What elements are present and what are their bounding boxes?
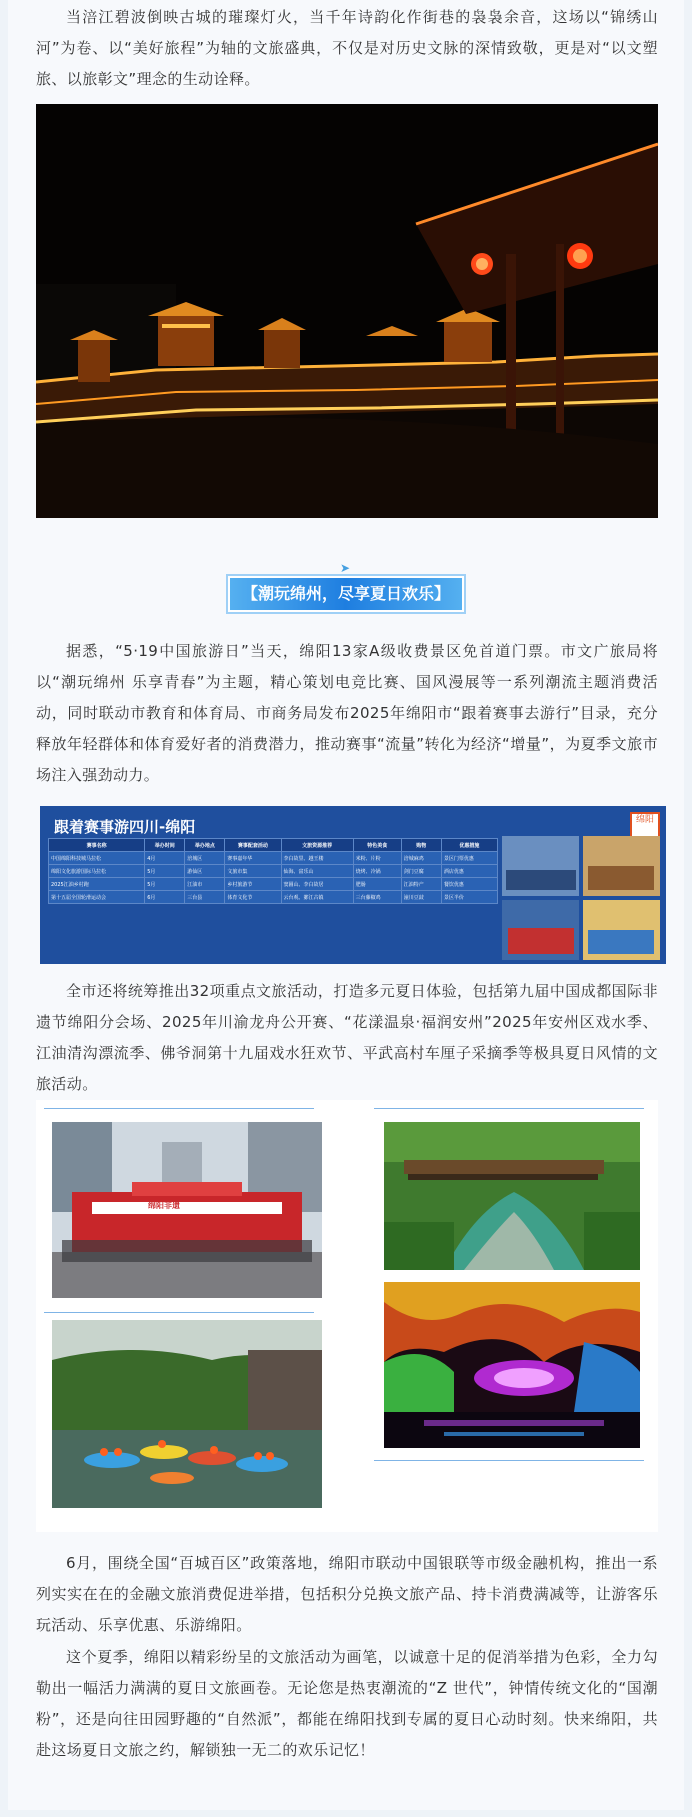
table-cell: 三台县 — [185, 891, 225, 904]
table-cell: 中国绵阳科技城马拉松 — [49, 852, 145, 865]
table-cell: 涪城麻鸡 — [401, 852, 441, 865]
table-cell: 潼川豆豉 — [401, 891, 441, 904]
table-row — [49, 891, 498, 904]
gallery-divider — [44, 1108, 314, 1109]
table-cell: 江油市 — [185, 878, 225, 891]
paper-plane-icon: ➤ — [340, 561, 351, 575]
table-cell: 2025江油乡村跑 — [49, 878, 145, 891]
section-heading: 【潮玩绵州，尽享夏日欢乐】 — [230, 578, 462, 610]
table-cell: 烧烤、冷锅 — [353, 865, 401, 878]
table-cell: 剑门豆腐 — [401, 865, 441, 878]
table-header: 举办时间 — [145, 839, 185, 852]
table-cell: 游仙区 — [185, 865, 225, 878]
table-cell: 仙海、富乐山 — [281, 865, 353, 878]
intro-paragraph: 当涪江碧波倒映古城的璀璨灯火，当千年诗韵化作街巷的袅袅余音，这场以“锦绣山河”为卷、以“美好旅程”为轴的文旅盛典，不仅是对历史文脉的深情致敬，更是对“以文塑旅、以旅彰文”理念的生动诠释。 — [36, 8, 658, 88]
events-table — [48, 838, 498, 904]
events-table-infographic — [40, 806, 666, 964]
rafting-photo — [52, 1320, 322, 1508]
table-header-row — [49, 839, 498, 852]
table-cell: 5月 — [145, 865, 185, 878]
table-cell: 5月 — [145, 878, 185, 891]
illuminated-cave-photo — [384, 1282, 640, 1448]
paragraph-finance-measures: 6月，围绕全国“百城百区”政策落地，绵阳市联动中国银联等市级金融机构，推出一系列实实在在的金融文旅消费促进举措，包括积分兑换文旅产品、持卡消费满减等，让游客乐玩活动、乐享优惠、乐游绵阳。 — [36, 1554, 658, 1634]
table-cell: 酒店优惠 — [441, 865, 497, 878]
table-cell: 涪城区 — [185, 852, 225, 865]
table-cell: 云台观、郪江古镇 — [281, 891, 353, 904]
paragraph-policy: 据悉，“5·19中国旅游日”当天，绵阳13家A级收费景区免首道门票。市文广旅局将以“潮玩绵州 乐享青春”为主题，精心策划电竞比赛、国风漫展等一系列潮流主题消费活动，同时联动市教育和体育局、市商务局发布2025年绵阳市“跟着赛事去游行”目录，充分释放年轻群体和体育爱好者的消费潜力，推动赛事“流量”转化为经济“增量”，为夏季文旅市场注入强劲动力。 — [36, 642, 658, 784]
table-cell: 肥肠 — [353, 878, 401, 891]
photo-gallery — [36, 1100, 658, 1532]
article-page — [8, 0, 684, 1810]
table-cell: 赛事嘉年华 — [225, 852, 281, 865]
gallery-divider — [374, 1460, 644, 1461]
table-row — [49, 852, 498, 865]
table-cell: 第十五届全国轮滑运动会 — [49, 891, 145, 904]
expo-plaza-photo — [52, 1122, 322, 1298]
infographic-logo: 绵阳 — [630, 812, 660, 844]
paragraph-closing: 这个夏季，绵阳以精彩纷呈的文旅活动为画笔，以诚意十足的促消举措为色彩，全力勾勒出一幅活力满满的夏日文旅画卷。无论您是热衷潮流的“Z 世代”，钟情传统文化的“国潮粉”，还是向往田园野趣的“自然派”，都能在绵阳找到专属的夏日心动时刻。快来绵阳，共赴这场夏日文旅之约，解锁独一无二的欢乐记忆！ — [36, 1648, 658, 1759]
table-cell: 米粉、片粉 — [353, 852, 401, 865]
event-photo-collage — [502, 836, 660, 960]
table-cell: 4月 — [145, 852, 185, 865]
table-cell: 餐饮优惠 — [441, 878, 497, 891]
table-cell: 体育文化节 — [225, 891, 281, 904]
river-gorge-photo — [384, 1122, 640, 1270]
table-cell: 文旅市集 — [225, 865, 281, 878]
table-header: 举办地点 — [185, 839, 225, 852]
table-header: 购物 — [401, 839, 441, 852]
gallery-divider — [374, 1108, 644, 1109]
section-heading-block — [8, 562, 684, 622]
table-header: 特色美食 — [353, 839, 401, 852]
table-cell: 窦圌山、李白故居 — [281, 878, 353, 891]
table-row — [49, 878, 498, 891]
table-cell: 三台藤椒鸡 — [353, 891, 401, 904]
table-cell: 李白故里、越王楼 — [281, 852, 353, 865]
table-header: 文旅资源推荐 — [281, 839, 353, 852]
table-cell: 景区半价 — [441, 891, 497, 904]
table-header: 赛事配套活动 — [225, 839, 281, 852]
table-cell: 江油特产 — [401, 878, 441, 891]
table-header: 赛事名称 — [49, 839, 145, 852]
table-header: 优惠措施 — [441, 839, 497, 852]
table-cell: 乡村旅游节 — [225, 878, 281, 891]
night-ancient-town-photo — [36, 104, 658, 518]
expo-banner-text: 绵阳非遗 — [148, 1201, 180, 1210]
table-cell: 景区门票优惠 — [441, 852, 497, 865]
table-cell: 6月 — [145, 891, 185, 904]
gallery-divider — [44, 1312, 314, 1313]
table-row — [49, 865, 498, 878]
infographic-title: 跟着赛事游四川-绵阳 — [54, 818, 196, 836]
table-cell: 绵阳文化旅游国际马拉松 — [49, 865, 145, 878]
paragraph-activities: 全市还将统筹推出32项重点文旅活动，打造多元夏日体验，包括第九届中国成都国际非遗节绵阳分会场、2025年川渝龙舟公开赛、“花漾温泉·福润安州”2025年安州区戏水季、江油清沟漂流季、佛爷洞第十九届戏水狂欢节、平武高村车厘子采摘季等极具夏日风情的文旅活动。 — [36, 982, 658, 1093]
